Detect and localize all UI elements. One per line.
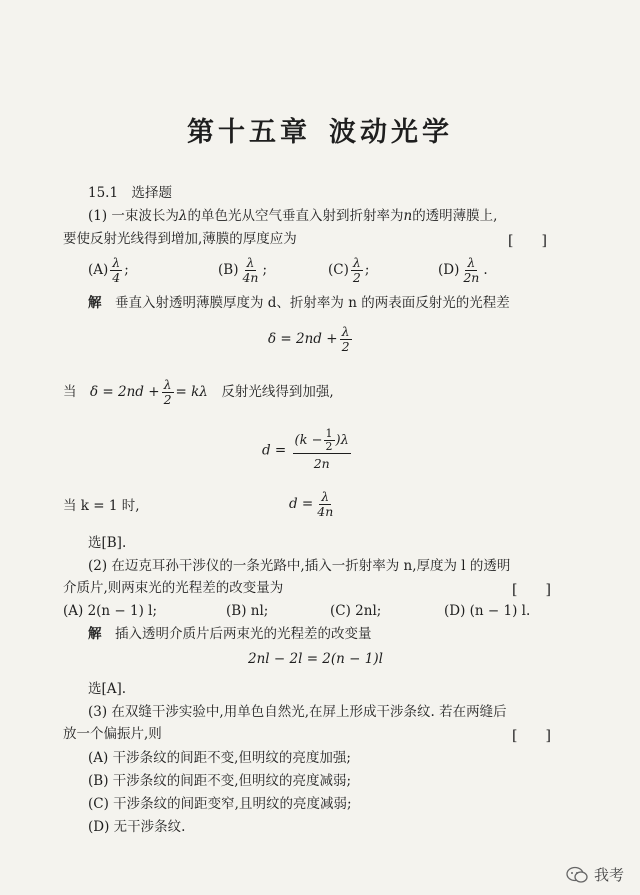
chapter-title (0, 110, 640, 149)
q1-answer-bracket: [ ] (508, 233, 547, 249)
q3-option-d: (D) 无干涉条纹. (88, 819, 186, 835)
q2-option-b: (B) nl; (226, 603, 269, 619)
q2-stem-line1: (2) 在迈克耳孙干涉仪的一条光路中,插入一折射率为 n,厚度为 l 的透明 (88, 558, 511, 574)
q3-stem-line1: (3) 在双缝干涉实验中,用单色自然光,在屏上形成干涉条纹. 若在两缝后 (88, 704, 507, 720)
q1-equation-d: d = (k − $\frac{1}{2}$ )λ 2n (262, 427, 349, 471)
q3-answer-bracket: [ ] (512, 728, 551, 744)
q3-option-b: (B) 干涉条纹的间距不变,但明纹的亮度减弱; (88, 773, 352, 789)
q3-option-a: (A) 干涉条纹的间距不变,但明纹的亮度加强; (88, 750, 351, 766)
q2-option-a: (A) 2(n − 1) l; (63, 603, 158, 619)
section-heading: 15.1 选择题 (88, 185, 173, 201)
q1-option-a: (A) $\frac{\lambda}{4}$ ; (88, 255, 129, 285)
q2-option-c: (C) 2nl; (330, 603, 382, 619)
chapter-name: 波动光学 (329, 117, 453, 148)
q2-equation: 2nl − 2l = 2(n − 1)l (248, 651, 383, 667)
q3-option-c: (C) 干涉条纹的间距变窄,且明纹的亮度减弱; (88, 796, 352, 812)
q2-solution: 解 插入透明介质片后两束光的光程差的改变量 (88, 626, 372, 642)
q1-equation-result: d = $\frac{\lambda}{4n}$ (289, 489, 334, 519)
q1-condition: 当 δ = 2nd + $\frac{\lambda}{2}$ = kλ 反射光线得到加强, (63, 377, 334, 407)
solution-label: 解 (88, 295, 102, 311)
q1-stem-line2: 要使反射光线得到增加,薄膜的厚度应为 (63, 231, 297, 247)
q1-equation-delta: δ = 2nd + $\frac{\lambda}{2}$ (268, 324, 350, 354)
q2-option-d: (D) (n − 1) l. (444, 603, 531, 619)
solution-label: 解 (88, 626, 102, 642)
watermark (566, 864, 624, 885)
q2-answer: 选[A]. (88, 681, 127, 697)
q2-answer-bracket: [ ] (512, 582, 551, 598)
q3-stem-line2: 放一个偏振片,则 (63, 726, 162, 742)
q1-option-c: (C) $\frac{\lambda}{2}$ ; (328, 255, 370, 285)
q1-k1-line: 当 k = 1 时, (63, 498, 140, 514)
watermark-text: 我考 (593, 866, 624, 884)
q1-option-d: (D) $\frac{\lambda}{2n}$ . (438, 255, 488, 285)
q1-solution: 解 垂直入射透明薄膜厚度为 d、折射率为 n 的两表面反射光的光程差 (88, 295, 510, 311)
chat-bubble-icon (566, 866, 588, 884)
q2-stem-line2: 介质片,则两束光的光程差的改变量为 (63, 580, 284, 596)
q1-option-b: (B) $\frac{\lambda}{4n}$ ; (218, 255, 268, 285)
q1-stem-line1: (1) 一束波长为λ的单色光从空气垂直入射到折射率为n的透明薄膜上, (88, 208, 498, 224)
chapter-number: 第十五章 (187, 117, 311, 148)
q1-answer: 选[B]. (88, 535, 127, 551)
